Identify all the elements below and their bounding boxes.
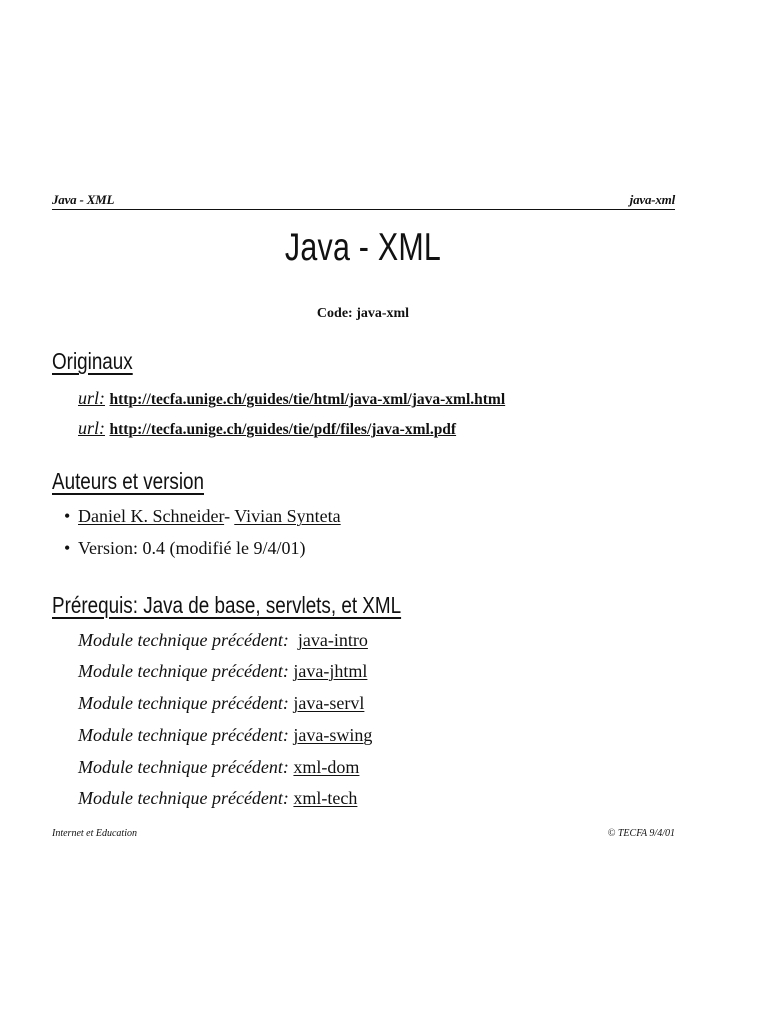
bullet-icon: •	[64, 506, 71, 526]
module-link-java-swing[interactable]: java-swing	[293, 725, 373, 745]
prerequisite-label: Module technique précédent:	[78, 693, 289, 713]
version-text: Version: 0.4 (modifié le 9/4/01)	[78, 538, 306, 558]
prerequisite-label: Module technique précédent:	[78, 661, 289, 681]
url-prefix-label: url:	[78, 388, 105, 408]
prerequisite-label: Module technique précédent:	[78, 757, 289, 777]
page-title: Java - XML	[284, 226, 442, 269]
version-list-item	[64, 538, 305, 559]
module-link-java-intro[interactable]: java-intro	[297, 630, 368, 650]
header-divider	[52, 209, 675, 210]
section-heading-prerequis: Prérequis: Java de base, servlets, et XML	[52, 592, 402, 618]
module-link-java-servl[interactable]: java-servl	[293, 693, 365, 713]
prerequisite-item	[78, 788, 357, 809]
module-link-xml-tech[interactable]: xml-tech	[293, 788, 358, 808]
document-code: Code: java-xml	[316, 306, 410, 321]
author-link-schneider[interactable]: Daniel K. Schneider	[78, 506, 225, 526]
url-prefix-label: url:	[78, 418, 105, 438]
prerequisite-item	[78, 630, 368, 651]
header-right-text: java-xml	[629, 192, 675, 207]
header-left-text: Java - XML	[52, 192, 115, 207]
running-header	[52, 190, 675, 210]
prerequisite-label: Module technique précédent:	[78, 788, 289, 808]
author-separator: -	[224, 506, 235, 526]
pdf-source-link[interactable]: http://tecfa.unige.ch/guides/tie/pdf/files/java-xml.pdf	[109, 421, 457, 438]
author-link-synteta[interactable]: Vivian Synteta	[234, 506, 341, 526]
prerequisite-item	[78, 693, 364, 714]
section-heading-auteurs: Auteurs et version	[52, 468, 205, 494]
footer-right-text: © TECFA 9/4/01	[607, 828, 675, 839]
html-source-link[interactable]: http://tecfa.unige.ch/guides/tie/html/java-xml/java-xml.html	[109, 391, 506, 408]
prerequisite-item	[78, 757, 359, 778]
authors-list-item	[64, 506, 341, 527]
prerequisite-label: Module technique précédent:	[78, 725, 289, 745]
source-url-html	[78, 388, 505, 409]
footer-left-text: Internet et Education	[52, 828, 137, 839]
module-link-java-jhtml[interactable]: java-jhtml	[293, 661, 368, 681]
prerequisite-item	[78, 661, 367, 682]
module-link-xml-dom[interactable]: xml-dom	[293, 757, 360, 777]
section-heading-originaux: Originaux	[52, 348, 133, 374]
bullet-icon: •	[64, 538, 71, 558]
source-url-pdf	[78, 418, 456, 439]
prerequisite-label: Module technique précédent:	[78, 630, 289, 650]
prerequisite-item	[78, 725, 372, 746]
